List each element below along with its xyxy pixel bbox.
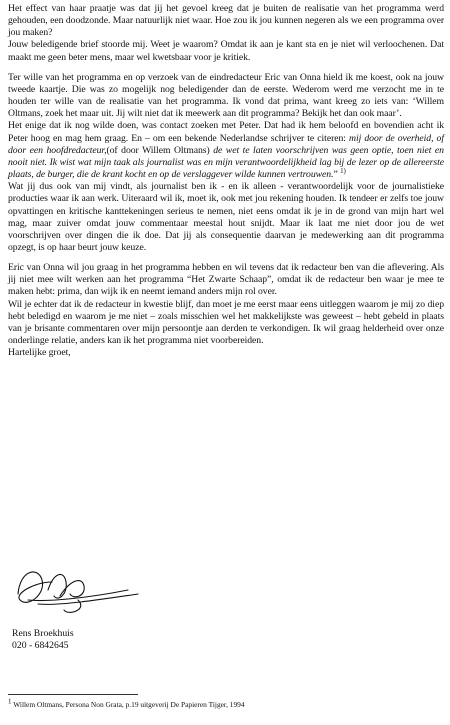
paragraph-1: Het effect van haar praatje was dat jij het gevoel kreeg dat je buiten de realisatie van het programma werd gehouden, een doodzonde. Maar natuurlijk niet waar. Hoe zou ik jou kunnen negeren als we een programma over jou maken? <box>8 3 444 39</box>
footnote-divider <box>8 694 138 695</box>
paragraph-5: Wat jij dus ook van mij vindt, als journalist ben ik - en ik alleen - verantwoordelijk voor de journalistieke producties waar ik aan werk. Uiteraard wil ik, moet ik, ook met jou rekening houden. Ik tendeer er zelfs toe jouw opvattingen en kritische kanttekeningen serieus te nemen, niet eens omdat ik je in de grond van mijn hart wel mag, maar zuiver omdat jouw commentaar meestal hout snijdt. Maar ik laat me niet door jou de wet voorschrijven over dingen die ik doe. Dat jij als consequentie daarvan je medewerking aan dit programma opzegt, is op haar beurt jouw keuze. <box>8 181 444 253</box>
quote-close: ” <box>333 169 341 181</box>
sender-phone: 020 - 6842645 <box>12 640 69 651</box>
quote-aside: (of door Willem Oltmans) <box>106 144 214 156</box>
quote-italic-1: mij door de overheid, of door een hoofdredacteur, <box>8 132 444 156</box>
paragraph-6: Eric van Onna wil jou graag in het programma hebben en wil tevens dat ik redacteur ben van die aflevering. Als jij niet mee wilt werken aan het programma “Het Zwarte Schaap”, omdat ik de redacteur ben waar je mee te maken hebt: prima, dan wijk ik en neemt iemand anders mijn rol over. <box>8 262 444 298</box>
footnote <box>8 697 438 709</box>
paragraph-2: Jouw beledigende brief stoorde mij. Weet je waarom? Omdat ik aan je kant sta en je niet wil verloochenen. Dat maakt me geen beter mens, maar wel kwetsbaar voor je kritiek. <box>8 39 444 63</box>
footnote-text: Willem Oltmans, Persona Non Grata, p.19 uitgeverij De Papieren Tijger, 1994 <box>11 700 245 709</box>
paragraph-7: Wil je echter dat ik de redacteur in kwestie blijf, dan moet je me eerst maar eens uitleggen waarom je mij zo diep hebt beledigd en waarom je me niet – zoals misschien wel het makkelijkste was geweest – hebt gebeld in plaats van je brisante commentaren over mijn persoontje aan derden te verkondigen. Ik wil graag helderheid over onze onderlinge relatie, anders kan ik het programma niet voorbereiden. <box>8 298 444 347</box>
sender-name: Rens Broekhuis <box>12 628 74 639</box>
handwritten-signature-icon <box>8 560 158 622</box>
quote-italic-2: de wet te laten voorschrijven was geen optie, toen niet en nooit niet. Ik wist wat mijn taak als journalist was en mijn verantwoordelijkheid lag bij de lezer op de allereerste plaats, de burger, die de krant kocht en op de verslaggever wilde kunnen vertrouwen. <box>8 144 444 181</box>
paragraph-4 <box>8 120 444 181</box>
greeting: Hartelijke groet, <box>8 347 71 359</box>
paragraph-3: Ter wille van het programma en op verzoek van de eindredacteur Eric van Onna hield ik me koest, ook na jouw tweede kaartje. Die was zo mogelijk nog beledigender dan de eerste. Wederom werd me verzocht me in te houden ter wille van de realisatie van het programma. Ik vond dat prima, want kreeg zo iets van: ‘Willem Oltmans, zoek het maar uit. Jij wilt niet dat ik meewerk aan dit programma? Bekijk het dan ook maar’. <box>8 71 444 120</box>
letter-body <box>8 3 444 359</box>
paragraph-4-intro: Het enige dat ik nog wilde doen, was contact zoeken met Peter. Dat had ik hem beloofd en bovendien acht ik Peter hoog en mag hem graag. En – om een bekende Nederlandse schrijver te citeren: <box>8 120 444 144</box>
footnote-number: 1 <box>8 697 12 706</box>
footnote-reference: 1) <box>340 166 346 175</box>
